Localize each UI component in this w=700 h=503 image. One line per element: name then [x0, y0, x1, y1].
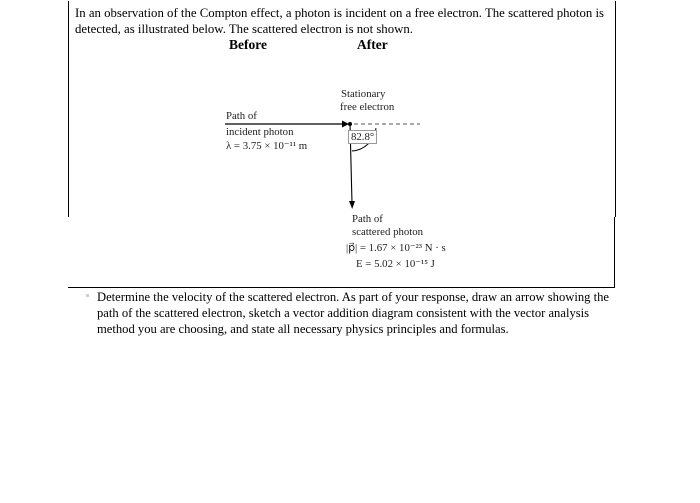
scattered-energy: E = 5.02 × 10⁻¹⁵ J	[356, 258, 435, 270]
before-heading: Before	[229, 37, 267, 52]
scattered-label-line1: Path of	[352, 213, 383, 225]
scattered-momentum: |p⃗| = 1.67 × 10⁻²³ N · s	[346, 242, 446, 254]
question-text: Determine the velocity of the scattered electron. As part of your response, draw an arrow showing the path of the scattered electron, sketch a vector addition diagram consistent with the vector analysis method you are choosing, and state all necessary physics principles and formulas.	[97, 290, 609, 337]
incident-wavelength: λ = 3.75 × 10⁻¹¹ m	[226, 140, 308, 152]
electron-label-line1: Stationary	[341, 88, 386, 100]
electron-label-line2: free electron	[340, 101, 395, 113]
scattered-arrowhead	[349, 201, 355, 209]
after-heading: After	[357, 37, 388, 52]
angle-label: 82.8°	[348, 130, 377, 144]
incident-label-line1: Path of	[226, 110, 257, 122]
incident-label-line2: incident photon	[226, 126, 294, 138]
scattered-label-line2: scattered photon	[352, 226, 424, 238]
incident-arrowhead	[342, 121, 349, 128]
question-bullet	[86, 294, 89, 297]
problem-intro-text: In an observation of the Compton effect, a photon is incident on a free electron. The scattered photon is detected, as illustrated below. The scattered electron is not shown.	[75, 6, 605, 36]
